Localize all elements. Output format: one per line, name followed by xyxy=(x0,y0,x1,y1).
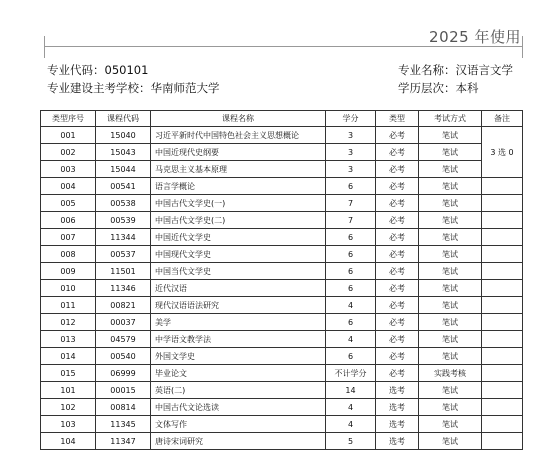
cell-seq: 002 xyxy=(41,144,96,161)
cell-type: 必考 xyxy=(376,365,419,382)
cell-seq: 101 xyxy=(41,382,96,399)
cell-code: 00540 xyxy=(96,348,151,365)
year-label: 2025 年使用 xyxy=(429,28,521,46)
cell-exam: 笔试 xyxy=(419,212,482,229)
table-row xyxy=(41,229,523,246)
cell-type: 必考 xyxy=(376,195,419,212)
host-school: 专业建设主考学校：华南师范大学 xyxy=(47,81,220,95)
cell-exam: 笔试 xyxy=(419,178,482,195)
cell-seq: 006 xyxy=(41,212,96,229)
cell-seq: 102 xyxy=(41,399,96,416)
education-level: 学历层次：本科 xyxy=(398,81,479,95)
cell-name: 语言学概论 xyxy=(151,178,326,195)
cell-name: 中国近代文学史 xyxy=(151,229,326,246)
cell-remark-empty xyxy=(482,416,523,433)
cell-remark-empty xyxy=(482,178,523,195)
cell-name: 唐诗宋词研究 xyxy=(151,433,326,450)
table-row xyxy=(41,127,523,144)
column-header: 类型序号 xyxy=(41,111,96,127)
cell-name: 近代汉语 xyxy=(151,280,326,297)
course-table xyxy=(40,110,523,450)
cell-credit: 3 xyxy=(326,127,376,144)
cell-code: 00814 xyxy=(96,399,151,416)
cell-exam: 笔试 xyxy=(419,161,482,178)
cell-code: 00037 xyxy=(96,314,151,331)
cell-seq: 012 xyxy=(41,314,96,331)
table-body xyxy=(41,127,523,450)
cell-seq: 004 xyxy=(41,178,96,195)
cell-exam: 笔试 xyxy=(419,127,482,144)
cell-exam: 笔试 xyxy=(419,280,482,297)
cell-credit: 5 xyxy=(326,433,376,450)
cell-name: 中国古代文学史(一) xyxy=(151,195,326,212)
cell-name: 中学语文教学法 xyxy=(151,331,326,348)
cell-remark-empty xyxy=(482,382,523,399)
cell-type: 选考 xyxy=(376,416,419,433)
cell-type: 必考 xyxy=(376,331,419,348)
cell-exam: 笔试 xyxy=(419,416,482,433)
cell-seq: 008 xyxy=(41,246,96,263)
cell-remark-empty xyxy=(482,365,523,382)
cell-remark-empty xyxy=(482,348,523,365)
cell-credit: 4 xyxy=(326,416,376,433)
cell-name: 中国古代文论选读 xyxy=(151,399,326,416)
cell-remark: 3 选 0 xyxy=(482,127,523,178)
cell-code: 11346 xyxy=(96,280,151,297)
column-header: 类型 xyxy=(376,111,419,127)
table-row xyxy=(41,348,523,365)
cell-type: 必考 xyxy=(376,144,419,161)
cell-type: 必考 xyxy=(376,297,419,314)
cell-exam: 笔试 xyxy=(419,314,482,331)
cell-remark-empty xyxy=(482,212,523,229)
cell-seq: 003 xyxy=(41,161,96,178)
table-row xyxy=(41,246,523,263)
cell-type: 必考 xyxy=(376,314,419,331)
cell-exam: 笔试 xyxy=(419,348,482,365)
cell-exam: 实践考核 xyxy=(419,365,482,382)
cell-code: 11344 xyxy=(96,229,151,246)
cell-credit: 7 xyxy=(326,212,376,229)
cell-name: 中国近现代史纲要 xyxy=(151,144,326,161)
cell-type: 选考 xyxy=(376,382,419,399)
cell-name: 中国当代文学史 xyxy=(151,263,326,280)
table-row xyxy=(41,144,523,161)
cell-type: 必考 xyxy=(376,127,419,144)
column-header: 备注 xyxy=(482,111,523,127)
cell-seq: 015 xyxy=(41,365,96,382)
cell-code: 11345 xyxy=(96,416,151,433)
cell-credit: 6 xyxy=(326,280,376,297)
column-header: 课程名称 xyxy=(151,111,326,127)
cell-type: 必考 xyxy=(376,246,419,263)
cell-code: 15043 xyxy=(96,144,151,161)
cell-exam: 笔试 xyxy=(419,382,482,399)
cell-type: 必考 xyxy=(376,263,419,280)
cell-credit: 3 xyxy=(326,144,376,161)
cell-name: 文体写作 xyxy=(151,416,326,433)
table-row xyxy=(41,416,523,433)
header-rule-left-tick xyxy=(44,36,45,58)
cell-remark-empty xyxy=(482,399,523,416)
table-row xyxy=(41,195,523,212)
cell-exam: 笔试 xyxy=(419,229,482,246)
cell-type: 必考 xyxy=(376,348,419,365)
table-row xyxy=(41,263,523,280)
cell-type: 选考 xyxy=(376,399,419,416)
table-row xyxy=(41,280,523,297)
cell-seq: 011 xyxy=(41,297,96,314)
cell-exam: 笔试 xyxy=(419,263,482,280)
cell-code: 15044 xyxy=(96,161,151,178)
table-row xyxy=(41,297,523,314)
table-row xyxy=(41,314,523,331)
cell-seq: 009 xyxy=(41,263,96,280)
cell-type: 必考 xyxy=(376,280,419,297)
cell-code: 15040 xyxy=(96,127,151,144)
cell-type: 选考 xyxy=(376,433,419,450)
cell-type: 必考 xyxy=(376,212,419,229)
cell-name: 英语(二) xyxy=(151,382,326,399)
cell-code: 00538 xyxy=(96,195,151,212)
cell-exam: 笔试 xyxy=(419,144,482,161)
table-row xyxy=(41,161,523,178)
cell-name: 中国现代文学史 xyxy=(151,246,326,263)
major-name: 专业名称：汉语言文学 xyxy=(398,63,513,77)
cell-credit: 4 xyxy=(326,399,376,416)
cell-code: 00015 xyxy=(96,382,151,399)
cell-remark-empty xyxy=(482,246,523,263)
cell-type: 必考 xyxy=(376,229,419,246)
cell-credit: 14 xyxy=(326,382,376,399)
cell-credit: 6 xyxy=(326,314,376,331)
cell-seq: 007 xyxy=(41,229,96,246)
cell-code: 00821 xyxy=(96,297,151,314)
cell-exam: 笔试 xyxy=(419,399,482,416)
cell-code: 04579 xyxy=(96,331,151,348)
header-rule-right-tick xyxy=(522,36,523,58)
cell-code: 11347 xyxy=(96,433,151,450)
column-header: 学分 xyxy=(326,111,376,127)
cell-seq: 104 xyxy=(41,433,96,450)
cell-credit: 6 xyxy=(326,246,376,263)
cell-credit: 不计学分 xyxy=(326,365,376,382)
major-code: 专业代码：050101 xyxy=(47,63,149,77)
cell-code: 11501 xyxy=(96,263,151,280)
cell-exam: 笔试 xyxy=(419,331,482,348)
cell-exam: 笔试 xyxy=(419,297,482,314)
cell-name: 毕业论文 xyxy=(151,365,326,382)
cell-credit: 6 xyxy=(326,263,376,280)
column-header: 课程代码 xyxy=(96,111,151,127)
cell-credit: 4 xyxy=(326,331,376,348)
cell-remark-empty xyxy=(482,280,523,297)
table-header xyxy=(41,111,523,127)
cell-seq: 005 xyxy=(41,195,96,212)
cell-name: 中国古代文学史(二) xyxy=(151,212,326,229)
cell-name: 马克思主义基本原理 xyxy=(151,161,326,178)
table-row xyxy=(41,331,523,348)
cell-credit: 4 xyxy=(326,297,376,314)
table-row xyxy=(41,433,523,450)
cell-exam: 笔试 xyxy=(419,246,482,263)
cell-credit: 3 xyxy=(326,161,376,178)
header-rule xyxy=(44,46,523,47)
cell-seq: 001 xyxy=(41,127,96,144)
cell-remark-empty xyxy=(482,433,523,450)
cell-seq: 103 xyxy=(41,416,96,433)
cell-remark-empty xyxy=(482,331,523,348)
cell-code: 00541 xyxy=(96,178,151,195)
table-row xyxy=(41,382,523,399)
table-row xyxy=(41,178,523,195)
cell-type: 必考 xyxy=(376,161,419,178)
cell-code: 06999 xyxy=(96,365,151,382)
cell-remark-empty xyxy=(482,263,523,280)
cell-remark-empty xyxy=(482,297,523,314)
cell-seq: 013 xyxy=(41,331,96,348)
table-row xyxy=(41,365,523,382)
header-row xyxy=(41,111,523,127)
cell-credit: 6 xyxy=(326,229,376,246)
cell-credit: 6 xyxy=(326,348,376,365)
table-row xyxy=(41,399,523,416)
cell-name: 美学 xyxy=(151,314,326,331)
cell-code: 00539 xyxy=(96,212,151,229)
cell-remark-empty xyxy=(482,229,523,246)
cell-exam: 笔试 xyxy=(419,195,482,212)
cell-remark-empty xyxy=(482,195,523,212)
cell-remark-empty xyxy=(482,314,523,331)
cell-seq: 014 xyxy=(41,348,96,365)
cell-name: 现代汉语语法研究 xyxy=(151,297,326,314)
cell-name: 习近平新时代中国特色社会主义思想概论 xyxy=(151,127,326,144)
table-row xyxy=(41,212,523,229)
cell-seq: 010 xyxy=(41,280,96,297)
cell-credit: 7 xyxy=(326,195,376,212)
cell-credit: 6 xyxy=(326,178,376,195)
column-header: 考试方式 xyxy=(419,111,482,127)
cell-type: 必考 xyxy=(376,178,419,195)
cell-code: 00537 xyxy=(96,246,151,263)
cell-name: 外国文学史 xyxy=(151,348,326,365)
cell-exam: 笔试 xyxy=(419,433,482,450)
